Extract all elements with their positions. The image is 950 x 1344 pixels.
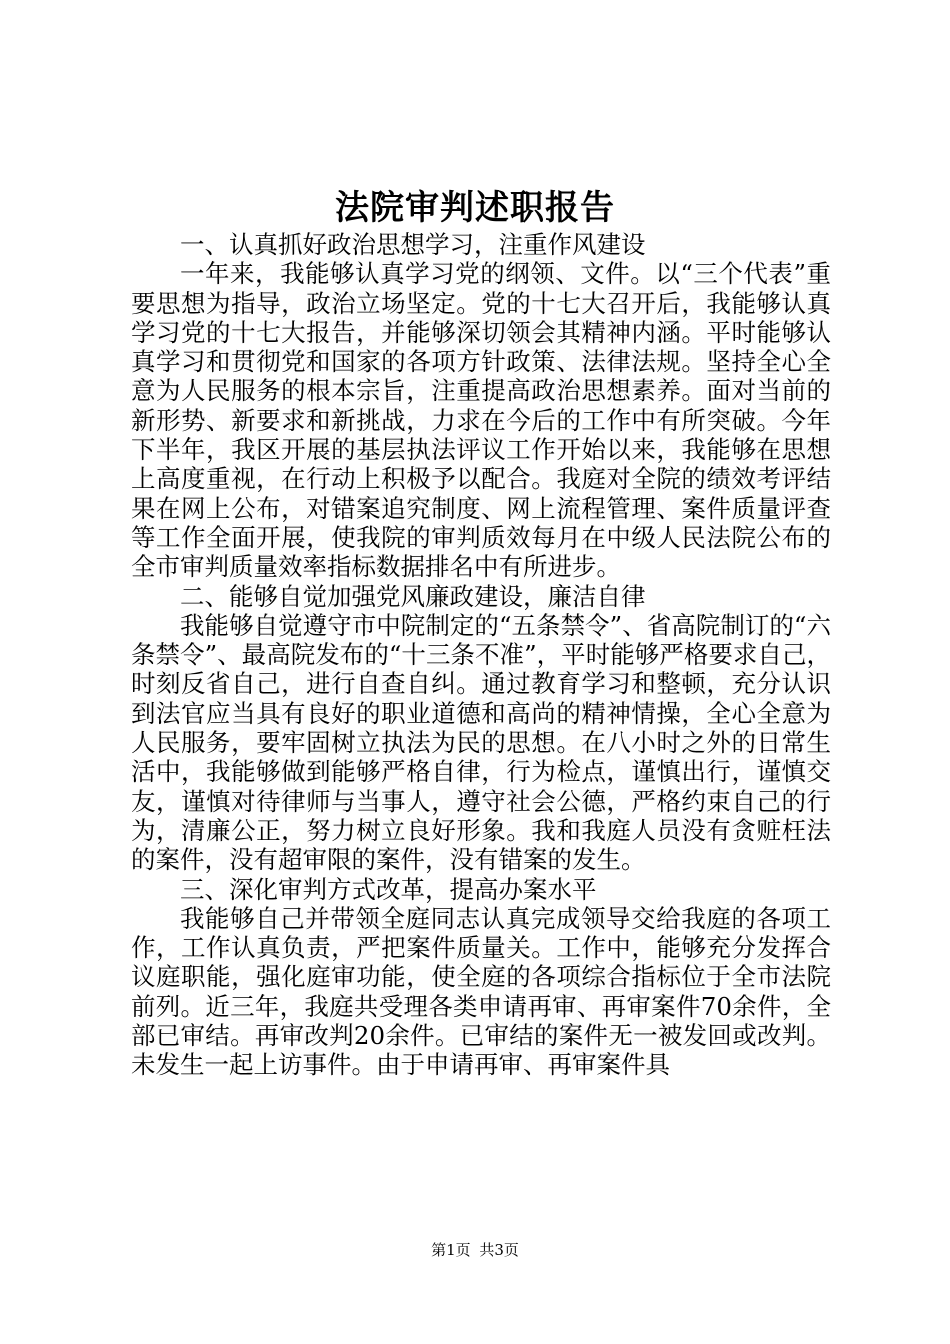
section-paragraph-2: 我能够自觉遵守市中院制定的“五条禁令”、省高院制订的“六条禁令”、最高院发布的“十三条不准”，平时能够严格要求自己，时刻反省自己，进行自查自纠。通过教育学习和整顿，充分认识到法官应当具有良好的职业道德和高尚的精神情操，全心全意为人民服务，要牢固树立执法为民的思想。在八小时之外的日常生活中，我能够做到能够严格自律，行为检点，谨慎出行，谨慎交友，谨慎对待律师与当事人，遵守社会公德，严格约束自己的行为，清廉公正，努力树立良好形象。我和我庭人员没有贪赃枉法的案件，没有超审限的案件，没有错案的发生。 [131, 610, 831, 875]
page-footer [0, 1240, 950, 1260]
page-number: 第1页 [431, 1241, 471, 1259]
section-paragraph-1: 一年来，我能够认真学习党的纲领、文件。以“三个代表”重要思想为指导，政治立场坚定。党的十七大召开后，我能够认真学习党的十七大报告，并能够深切领会其精神内涵。平时能够认真学习和贯彻党和国家的各项方针政策、法律法规。坚持全心全意为人民服务的根本宗旨，注重提高政治思想素养。面对当前的新形势、新要求和新挑战，力求在今后的工作中有所突破。今年下半年，我区开展的基层执法评议工作开始以来，我能够在思想上高度重视，在行动上积极予以配合。我庭对全院的绩效考评结果在网上公布，对错案追究制度、网上流程管理、案件质量评查等工作全面开展，使我院的审判质效每月在中级人民法院公布的全市审判质量效率指标数据排名中有所进步。 [131, 259, 831, 582]
section-heading-2: 二、能够自觉加强党风廉政建设，廉洁自律 [180, 581, 646, 611]
section-heading-3: 三、深化审判方式改革，提高办案水平 [180, 874, 597, 904]
section-heading-1: 一、认真抓好政治思想学习，注重作风建设 [180, 230, 646, 259]
page-total: 共3页 [479, 1241, 519, 1259]
document-title: 法院审判述职报告 [335, 188, 615, 228]
document-body [131, 230, 831, 1080]
section-paragraph-3: 我能够自己并带领全庭同志认真完成领导交给我庭的各项工作，工作认真负责，严把案件质量关。工作中，能够充分发挥合议庭职能，强化庭审功能，使全庭的各项综合指标位于全市法院前列。近三年，我庭共受理各类申请再审、再审案件70余件，全部已审结。再审改判20余件。已审结的案件无一被发回或改判。未发生一起上访事件。由于申请再审、再审案件具 [131, 903, 831, 1080]
